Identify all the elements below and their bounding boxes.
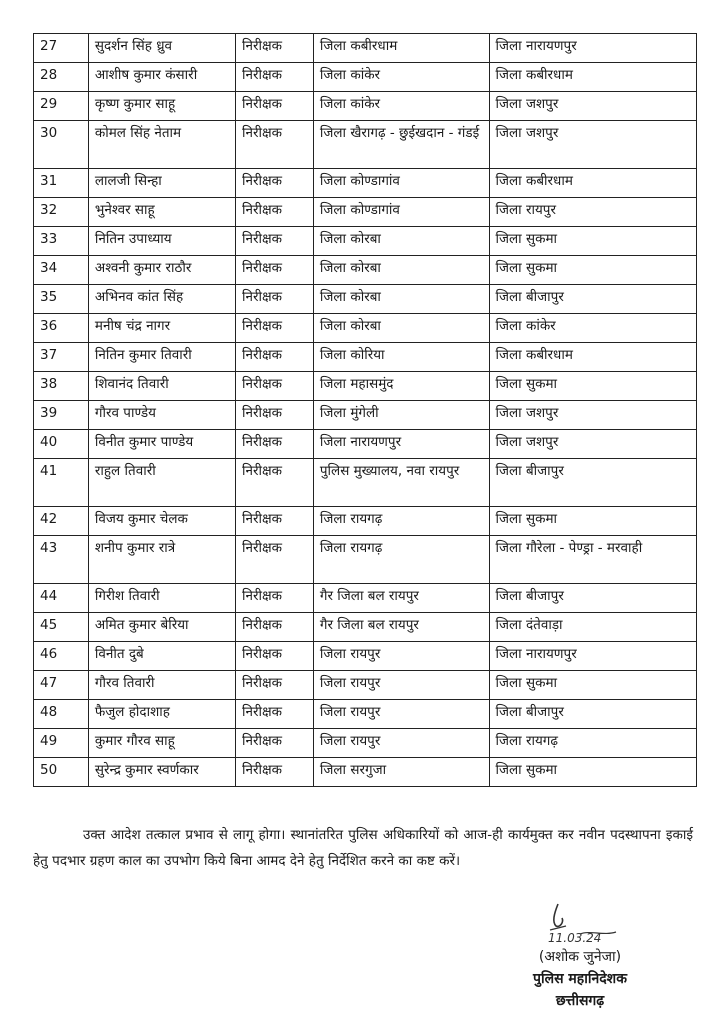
officer-name: शनीप कुमार रात्रे: [88, 536, 235, 584]
new-posting: जिला सुकमा: [489, 227, 697, 256]
officer-rank: निरीक्षक: [235, 430, 313, 459]
current-posting: जिला मुंगेली: [313, 401, 489, 430]
new-posting: जिला गौरेला - पेण्ड्रा - मरवाही: [489, 536, 697, 584]
order-note: उक्त आदेश तत्काल प्रभाव से लागू होगा। स्थानांतरित पुलिस अधिकारियों को आज-ही कार्यमुक्त कर नवीन पदस्थापना इकाई हेतु पदभार ग्रहण काल का उपभोग किये बिना आमद देने हेतु निर्देशित करने का कष्ट करें।: [33, 827, 693, 869]
officer-rank: निरीक्षक: [235, 314, 313, 343]
officer-rank: निरीक्षक: [235, 642, 313, 671]
serial-number: 47: [34, 671, 89, 700]
officer-rank: निरीक्षक: [235, 372, 313, 401]
officer-name: नितिन उपाध्याय: [88, 227, 235, 256]
serial-number: 44: [34, 584, 89, 613]
current-posting: जिला कोरबा: [313, 285, 489, 314]
serial-number: 50: [34, 758, 89, 787]
signatory-designation: पुलिस महानिदेशक: [533, 971, 627, 987]
serial-number: 28: [34, 63, 89, 92]
table-row: [34, 507, 697, 536]
officer-name: गौरव पाण्डेय: [88, 401, 235, 430]
officer-rank: निरीक्षक: [235, 758, 313, 787]
serial-number: 42: [34, 507, 89, 536]
new-posting: जिला दंतेवाड़ा: [489, 613, 697, 642]
officer-name: विजय कुमार चेलक: [88, 507, 235, 536]
officer-rank: निरीक्षक: [235, 507, 313, 536]
officer-rank: निरीक्षक: [235, 536, 313, 584]
table-row: [34, 671, 697, 700]
new-posting: जिला नारायणपुर: [489, 642, 697, 671]
current-posting: जिला कोरबा: [313, 227, 489, 256]
table-row: [34, 256, 697, 285]
serial-number: 33: [34, 227, 89, 256]
signature-mark: [520, 900, 640, 946]
serial-number: 48: [34, 700, 89, 729]
officer-name: सुरेन्द्र कुमार स्वर्णकार: [88, 758, 235, 787]
signature-block: [500, 900, 660, 1012]
serial-number: 37: [34, 343, 89, 372]
officer-rank: निरीक्षक: [235, 459, 313, 507]
new-posting: जिला सुकमा: [489, 507, 697, 536]
serial-number: 31: [34, 169, 89, 198]
transfer-table-body: [34, 34, 697, 787]
current-posting: जिला कोण्डागांव: [313, 198, 489, 227]
officer-name: सुदर्शन सिंह ध्रुव: [88, 34, 235, 63]
serial-number: 45: [34, 613, 89, 642]
table-row: [34, 401, 697, 430]
officer-name: नितिन कुमार तिवारी: [88, 343, 235, 372]
officer-rank: निरीक्षक: [235, 34, 313, 63]
table-row: [34, 121, 697, 169]
serial-number: 30: [34, 121, 89, 169]
officer-rank: निरीक्षक: [235, 92, 313, 121]
serial-number: 41: [34, 459, 89, 507]
officer-name: गौरव तिवारी: [88, 671, 235, 700]
signatory-name: (अशोक जुनेजा): [538, 949, 622, 965]
table-row: [34, 92, 697, 121]
officer-rank: निरीक्षक: [235, 671, 313, 700]
new-posting: जिला जशपुर: [489, 401, 697, 430]
table-row: [34, 169, 697, 198]
serial-number: 34: [34, 256, 89, 285]
officer-name: आशीष कुमार कंसारी: [88, 63, 235, 92]
officer-name: अश्वनी कुमार राठौर: [88, 256, 235, 285]
table-row: [34, 34, 697, 63]
serial-number: 49: [34, 729, 89, 758]
officer-name: कृष्ण कुमार साहू: [88, 92, 235, 121]
officer-rank: निरीक्षक: [235, 285, 313, 314]
table-row: [34, 642, 697, 671]
table-row: [34, 227, 697, 256]
officer-name: विनीत दुबे: [88, 642, 235, 671]
officer-name: शिवानंद तिवारी: [88, 372, 235, 401]
officer-rank: निरीक्षक: [235, 584, 313, 613]
officer-rank: निरीक्षक: [235, 700, 313, 729]
table-row: [34, 198, 697, 227]
officer-rank: निरीक्षक: [235, 613, 313, 642]
serial-number: 46: [34, 642, 89, 671]
current-posting: जिला कांकेर: [313, 63, 489, 92]
table-row: [34, 343, 697, 372]
officer-name: कोमल सिंह नेताम: [88, 121, 235, 169]
current-posting: जिला नारायणपुर: [313, 430, 489, 459]
serial-number: 32: [34, 198, 89, 227]
new-posting: जिला सुकमा: [489, 671, 697, 700]
serial-number: 29: [34, 92, 89, 121]
officer-rank: निरीक्षक: [235, 121, 313, 169]
officer-rank: निरीक्षक: [235, 729, 313, 758]
table-row: [34, 584, 697, 613]
officer-name: लालजी सिन्हा: [88, 169, 235, 198]
new-posting: जिला बीजापुर: [489, 584, 697, 613]
current-posting: जिला कांकेर: [313, 92, 489, 121]
officer-name: राहुल तिवारी: [88, 459, 235, 507]
table-row: [34, 63, 697, 92]
current-posting: जिला महासमुंद: [313, 372, 489, 401]
new-posting: जिला कबीरधाम: [489, 169, 697, 198]
table-row: [34, 700, 697, 729]
current-posting: जिला कोण्डागांव: [313, 169, 489, 198]
serial-number: 39: [34, 401, 89, 430]
new-posting: जिला कबीरधाम: [489, 343, 697, 372]
table-row: [34, 314, 697, 343]
new-posting: जिला रायपुर: [489, 198, 697, 227]
current-posting: पुलिस मुख्यालय, नवा रायपुर: [313, 459, 489, 507]
officer-rank: निरीक्षक: [235, 256, 313, 285]
current-posting: जिला रायपुर: [313, 642, 489, 671]
current-posting: जिला कबीरधाम: [313, 34, 489, 63]
table-row: [34, 613, 697, 642]
table-row: [34, 285, 697, 314]
table-row: [34, 372, 697, 401]
new-posting: जिला बीजापुर: [489, 285, 697, 314]
new-posting: जिला कबीरधाम: [489, 63, 697, 92]
new-posting: जिला कांकेर: [489, 314, 697, 343]
new-posting: जिला नारायणपुर: [489, 34, 697, 63]
officer-rank: निरीक्षक: [235, 227, 313, 256]
current-posting: जिला कोरबा: [313, 314, 489, 343]
officer-name: भुनेश्वर साहू: [88, 198, 235, 227]
officer-name: गिरीश तिवारी: [88, 584, 235, 613]
officer-rank: निरीक्षक: [235, 343, 313, 372]
current-posting: जिला रायपुर: [313, 729, 489, 758]
table-row: [34, 758, 697, 787]
table-row: [34, 729, 697, 758]
signature-date: 11.03.24: [548, 931, 602, 945]
signatory-state: छत्तीसगढ़: [555, 993, 605, 1009]
new-posting: जिला सुकमा: [489, 372, 697, 401]
officer-name: विनीत कुमार पाण्डेय: [88, 430, 235, 459]
current-posting: जिला कोरबा: [313, 256, 489, 285]
serial-number: 40: [34, 430, 89, 459]
officer-rank: निरीक्षक: [235, 401, 313, 430]
new-posting: जिला बीजापुर: [489, 700, 697, 729]
officer-name: अमित कुमार बेरिया: [88, 613, 235, 642]
current-posting: जिला रायगढ़: [313, 536, 489, 584]
table-row: [34, 536, 697, 584]
current-posting: जिला सरगुजा: [313, 758, 489, 787]
new-posting: जिला सुकमा: [489, 758, 697, 787]
officer-rank: निरीक्षक: [235, 169, 313, 198]
table-row: [34, 430, 697, 459]
officer-rank: निरीक्षक: [235, 198, 313, 227]
new-posting: जिला बीजापुर: [489, 459, 697, 507]
new-posting: जिला रायगढ़: [489, 729, 697, 758]
serial-number: 36: [34, 314, 89, 343]
officer-name: कुमार गौरव साहू: [88, 729, 235, 758]
officer-name: फैजुल होदाशाह: [88, 700, 235, 729]
table-row: [34, 459, 697, 507]
officer-rank: निरीक्षक: [235, 63, 313, 92]
current-posting: गैर जिला बल रायपुर: [313, 584, 489, 613]
serial-number: 43: [34, 536, 89, 584]
new-posting: जिला जशपुर: [489, 430, 697, 459]
transfer-table: [33, 33, 697, 787]
current-posting: जिला रायगढ़: [313, 507, 489, 536]
new-posting: जिला सुकमा: [489, 256, 697, 285]
current-posting: जिला रायपुर: [313, 671, 489, 700]
current-posting: जिला कोरिया: [313, 343, 489, 372]
new-posting: जिला जशपुर: [489, 92, 697, 121]
serial-number: 35: [34, 285, 89, 314]
serial-number: 27: [34, 34, 89, 63]
serial-number: 38: [34, 372, 89, 401]
current-posting: जिला रायपुर: [313, 700, 489, 729]
new-posting: जिला जशपुर: [489, 121, 697, 169]
current-posting: गैर जिला बल रायपुर: [313, 613, 489, 642]
officer-name: मनीष चंद्र नागर: [88, 314, 235, 343]
current-posting: जिला खैरागढ़ - छुईखदान - गंडई: [313, 121, 489, 169]
officer-name: अभिनव कांत सिंह: [88, 285, 235, 314]
